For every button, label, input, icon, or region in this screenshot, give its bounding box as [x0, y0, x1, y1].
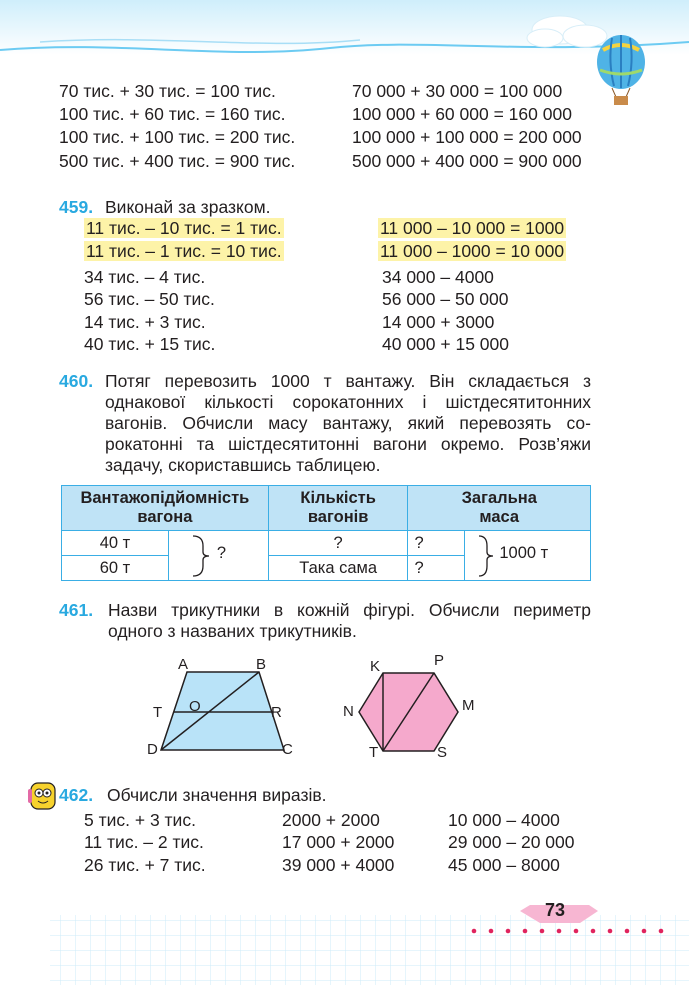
expression: 29 000 – 20 000: [448, 832, 575, 852]
top-right-line: 500 000 + 400 000 = 900 000: [352, 151, 582, 171]
exercise-line: 14 тис. + 3 тис.: [84, 312, 206, 332]
header-total-mass: Загальна маса: [408, 486, 591, 531]
task-number: 459.: [59, 197, 94, 217]
vertex-label: R: [271, 704, 282, 721]
expression: 10 000 – 4000: [448, 810, 560, 830]
exercise-line: 40 000 + 15 000: [382, 334, 509, 354]
top-right-line: 100 000 + 100 000 = 200 000: [352, 127, 582, 147]
trapezoid-figure: [140, 650, 320, 762]
vertex-label: D: [147, 741, 158, 758]
exercise-line: 14 000 + 3000: [382, 312, 495, 332]
task-number: 461.: [59, 600, 94, 620]
sample-line: 11 тис. – 1 тис. = 10 тис.: [86, 241, 282, 261]
cell-mass-1: ?: [408, 531, 465, 556]
cell-mass-2: ?: [408, 556, 465, 581]
vertex-label: S: [437, 744, 448, 761]
task-text-line: Назви трикутники в кожній фігурі. Обчисли периметр: [108, 600, 591, 620]
expression: 17 000 + 2000: [282, 832, 395, 852]
cell-total-mass: [465, 531, 591, 581]
header-capacity: Вантажопідйомність вагона: [62, 486, 269, 531]
cell-count-1: ?: [268, 531, 408, 556]
hot-air-balloon-icon: [597, 35, 645, 105]
task-text-line: одного з названих трикутників.: [108, 621, 357, 641]
task-text-line: Потяг перевозить 1000 т вантажу. Він складається з: [105, 371, 591, 391]
backpack-icon: [26, 777, 60, 811]
exercise-line: 34 000 – 4000: [382, 267, 494, 287]
cell-capacity-60: 60 т: [62, 556, 169, 581]
expression: 11 тис. – 2 тис.: [84, 832, 204, 852]
expression: 5 тис. + 3 тис.: [84, 810, 196, 830]
cell-count-2: Така сама: [268, 556, 408, 581]
top-right-line: 70 000 + 30 000 = 100 000: [352, 81, 563, 101]
task-number: 462.: [59, 785, 94, 805]
expression: 39 000 + 4000: [282, 855, 395, 875]
task-text-line: однакової кількості сорокатонних і шістдесятитонних: [105, 392, 591, 412]
vertex-label: C: [282, 741, 293, 758]
exercise-line: 56 тис. – 50 тис.: [84, 289, 215, 309]
top-right-line: 100 000 + 60 000 = 160 000: [352, 104, 572, 124]
top-left-line: 100 тис. + 60 тис. = 160 тис.: [59, 104, 286, 124]
footer-grid: [0, 905, 689, 985]
expression: 2000 + 2000: [282, 810, 380, 830]
expression: 45 000 – 8000: [448, 855, 560, 875]
cell-brace-question: [168, 531, 268, 581]
vertex-label: O: [189, 698, 201, 715]
sample-line: 11 000 – 10 000 = 1000: [380, 218, 565, 238]
exercise-line: 34 тис. – 4 тис.: [84, 267, 206, 287]
task-text-line: вагонів. Обчисли масу вантажу, який перевозять со-: [105, 413, 591, 433]
hexagon-figure: [340, 655, 470, 765]
cargo-table: [61, 485, 591, 581]
header-count: Кількість вагонів: [268, 486, 408, 531]
top-left-line: 70 тис. + 30 тис. = 100 тис.: [59, 81, 276, 101]
page-number: 73: [545, 900, 566, 920]
vertex-label: P: [434, 652, 445, 669]
task-text-line: рокатонні та шістдесятитонні вагони окремо. Розв’яжи: [105, 434, 591, 454]
task-text-line: задачу, скориставшись таблицею.: [105, 455, 381, 475]
brace-icon: [475, 534, 499, 578]
total-mass-value: 1000 т: [499, 544, 549, 562]
vertex-label: N: [343, 703, 354, 720]
exercise-line: 56 000 – 50 000: [382, 289, 509, 309]
cell-capacity-40: 40 т: [62, 531, 169, 556]
task-number: 460.: [59, 371, 94, 391]
top-left-line: 100 тис. + 100 тис. = 200 тис.: [59, 127, 296, 147]
expression: 26 тис. + 7 тис.: [84, 855, 206, 875]
question-mark: ?: [216, 544, 227, 562]
vertex-label: T: [153, 704, 163, 721]
vertex-label: B: [256, 656, 267, 673]
exercise-line: 40 тис. + 15 тис.: [84, 334, 216, 354]
sample-line: 11 тис. – 10 тис. = 1 тис.: [86, 218, 282, 238]
task-title: Виконай за зразком.: [105, 197, 271, 217]
top-left-line: 500 тис. + 400 тис. = 900 тис.: [59, 151, 296, 171]
vertex-label: K: [370, 658, 381, 675]
task-title: Обчисли значення виразів.: [107, 785, 327, 805]
vertex-label: M: [462, 697, 475, 714]
vertex-label: A: [178, 656, 189, 673]
brace-icon: [189, 534, 219, 578]
sample-line: 11 000 – 1000 = 10 000: [380, 241, 565, 261]
vertex-label: T: [369, 744, 379, 761]
